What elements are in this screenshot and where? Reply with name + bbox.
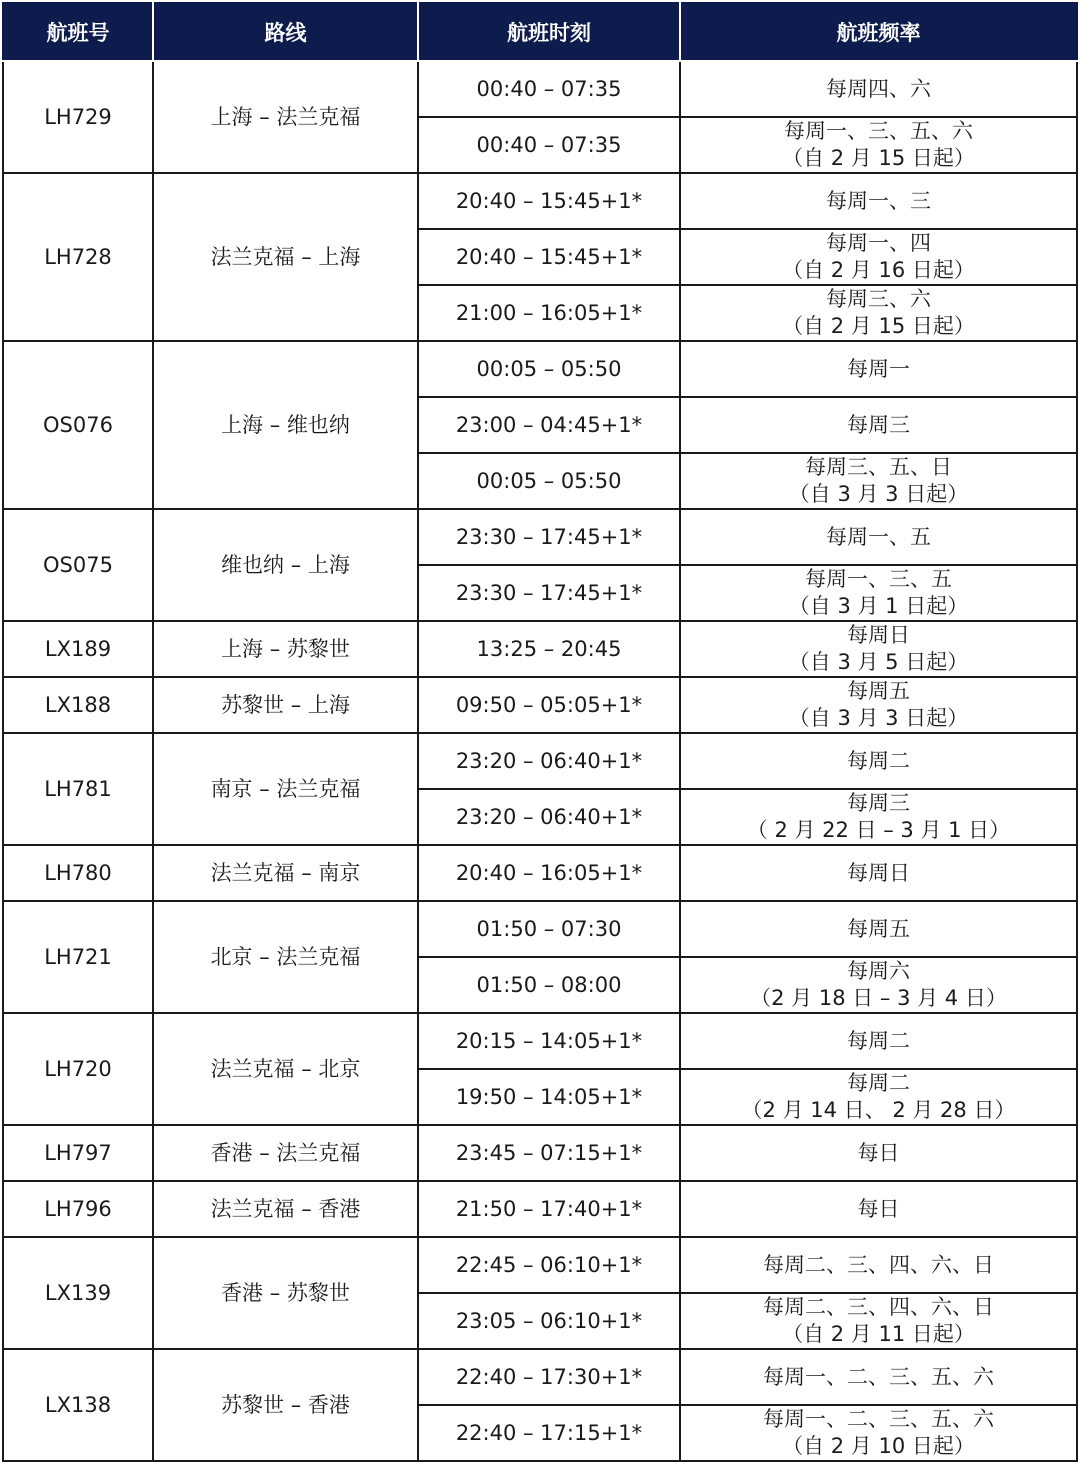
frequency-cell [680,621,1077,677]
flight-time-cell: 20:40 – 15:45+1* [418,229,680,285]
frequency-days: 每周日 [847,860,910,885]
flight-time-cell: 01:50 – 08:00 [418,957,680,1013]
frequency-note: （自 2 月 16 日起） [782,258,975,282]
frequency-cell [680,1405,1077,1461]
flight-time-cell: 23:20 – 06:40+1* [418,789,680,845]
frequency-cell [680,565,1077,621]
route-cell: 苏黎世 – 香港 [153,1349,418,1461]
frequency-cell [680,1013,1077,1069]
frequency-cell [680,117,1077,173]
table-row [3,1181,1077,1237]
frequency-days: 每周二 [847,1071,910,1095]
frequency-note: （自 3 月 3 日起） [788,706,969,730]
table-row [3,1349,1077,1405]
frequency-note: （自 2 月 10 日起） [782,1434,975,1458]
frequency-cell [680,789,1077,845]
flight-number-cell: LH780 [3,845,153,901]
frequency-days: 每日 [857,1196,900,1221]
frequency-days: 每周一、二、三、五、六 [763,1364,994,1389]
frequency-cell [680,845,1077,901]
table-row [3,509,1077,565]
table-row [3,677,1077,733]
flight-time-cell: 09:50 – 05:05+1* [418,677,680,733]
table-row [3,61,1077,117]
frequency-days: 每周五 [847,679,910,703]
flight-time-cell: 20:40 – 16:05+1* [418,845,680,901]
frequency-days: 每周一、四 [826,231,931,255]
flight-number-cell: LH796 [3,1181,153,1237]
frequency-note: （2 月 14 日、 2 月 28 日） [741,1098,1016,1122]
frequency-cell [680,1069,1077,1125]
flight-number-cell: LX139 [3,1237,153,1349]
frequency-days: 每周二、三、四、六、日 [763,1295,994,1319]
route-cell: 香港 – 苏黎世 [153,1237,418,1349]
frequency-cell [680,397,1077,453]
frequency-cell [680,509,1077,565]
frequency-days: 每周二 [847,1028,910,1053]
table-row [3,173,1077,229]
route-cell: 上海 – 维也纳 [153,341,418,509]
table-row [3,341,1077,397]
frequency-cell [680,341,1077,397]
route-cell: 法兰克福 – 北京 [153,1013,418,1125]
flight-time-cell: 23:30 – 17:45+1* [418,565,680,621]
frequency-days: 每周一、三、五 [805,567,952,591]
table-row [3,1013,1077,1069]
frequency-days: 每周二、三、四、六、日 [763,1252,994,1277]
frequency-cell [680,957,1077,1013]
frequency-days: 每周一、二、三、五、六 [763,1407,994,1431]
frequency-cell [680,229,1077,285]
frequency-cell [680,901,1077,957]
frequency-cell [680,677,1077,733]
frequency-days: 每周五 [847,916,910,941]
flight-time-cell: 00:05 – 05:50 [418,453,680,509]
frequency-days: 每周三、五、日 [805,455,952,479]
frequency-days: 每周三 [847,791,910,815]
flight-time-cell: 00:05 – 05:50 [418,341,680,397]
frequency-cell [680,61,1077,117]
flight-time-cell: 21:00 – 16:05+1* [418,285,680,341]
flight-time-cell: 00:40 – 07:35 [418,117,680,173]
table-row [3,733,1077,789]
flight-time-cell: 21:50 – 17:40+1* [418,1181,680,1237]
route-cell: 南京 – 法兰克福 [153,733,418,845]
flight-time-cell: 23:45 – 07:15+1* [418,1125,680,1181]
route-cell: 苏黎世 – 上海 [153,677,418,733]
frequency-days: 每周四、六 [826,76,931,101]
flight-time-cell: 23:05 – 06:10+1* [418,1293,680,1349]
flight-time-cell: 22:40 – 17:30+1* [418,1349,680,1405]
frequency-cell [680,1237,1077,1293]
frequency-days: 每周三、六 [826,287,931,311]
header-frequency: 航班频率 [680,3,1077,61]
frequency-days: 每日 [857,1140,900,1165]
header-flight-number: 航班号 [3,3,153,61]
flight-time-cell: 00:40 – 07:35 [418,61,680,117]
frequency-cell [680,1293,1077,1349]
route-cell: 香港 – 法兰克福 [153,1125,418,1181]
frequency-note: （ 2 月 22 日 – 3 月 1 日） [746,818,1011,842]
frequency-cell [680,285,1077,341]
frequency-cell [680,453,1077,509]
table-row [3,845,1077,901]
header-flight-time: 航班时刻 [418,3,680,61]
frequency-days: 每周三 [847,412,910,437]
flight-number-cell: LX138 [3,1349,153,1461]
flight-number-cell: LH728 [3,173,153,341]
table-row [3,1237,1077,1293]
route-cell: 北京 – 法兰克福 [153,901,418,1013]
frequency-days: 每周六 [847,959,910,983]
frequency-cell [680,1181,1077,1237]
flight-schedule-table [2,2,1078,1462]
frequency-note: （自 3 月 3 日起） [788,482,969,506]
flight-number-cell: LH729 [3,61,153,173]
route-cell: 上海 – 苏黎世 [153,621,418,677]
flight-time-cell: 23:20 – 06:40+1* [418,733,680,789]
flight-time-cell: 23:30 – 17:45+1* [418,509,680,565]
flight-number-cell: LX189 [3,621,153,677]
frequency-cell [680,733,1077,789]
flight-time-cell: 20:40 – 15:45+1* [418,173,680,229]
flight-time-cell: 23:00 – 04:45+1* [418,397,680,453]
frequency-note: （自 2 月 15 日起） [782,146,975,170]
flight-number-cell: LH720 [3,1013,153,1125]
route-cell: 维也纳 – 上海 [153,509,418,621]
flight-time-cell: 13:25 – 20:45 [418,621,680,677]
flight-number-cell: LH721 [3,901,153,1013]
route-cell: 法兰克福 – 上海 [153,173,418,341]
table-row [3,1125,1077,1181]
frequency-note: （自 2 月 15 日起） [782,314,975,338]
frequency-days: 每周一 [847,356,910,381]
flight-time-cell: 20:15 – 14:05+1* [418,1013,680,1069]
schedule-body [3,61,1077,1461]
frequency-note: （自 2 月 11 日起） [782,1322,975,1346]
frequency-days: 每周二 [847,748,910,773]
frequency-days: 每周一、五 [826,524,931,549]
header-route: 路线 [153,3,418,61]
frequency-days: 每周一、三、五、六 [784,119,973,143]
frequency-note: （自 3 月 1 日起） [788,594,969,618]
table-row [3,621,1077,677]
frequency-cell [680,1125,1077,1181]
flight-number-cell: LH781 [3,733,153,845]
route-cell: 上海 – 法兰克福 [153,61,418,173]
frequency-note: （2 月 18 日 – 3 月 4 日） [750,986,1007,1010]
flight-number-cell: LX188 [3,677,153,733]
route-cell: 法兰克福 – 香港 [153,1181,418,1237]
flight-number-cell: OS075 [3,509,153,621]
flight-number-cell: LH797 [3,1125,153,1181]
frequency-days: 每周日 [847,623,910,647]
flight-time-cell: 22:45 – 06:10+1* [418,1237,680,1293]
frequency-cell [680,1349,1077,1405]
table-row [3,901,1077,957]
flight-time-cell: 22:40 – 17:15+1* [418,1405,680,1461]
route-cell: 法兰克福 – 南京 [153,845,418,901]
flight-time-cell: 19:50 – 14:05+1* [418,1069,680,1125]
frequency-note: （自 3 月 5 日起） [788,650,969,674]
flight-time-cell: 01:50 – 07:30 [418,901,680,957]
header-row [3,3,1077,61]
frequency-days: 每周一、三 [826,188,931,213]
frequency-cell [680,173,1077,229]
flight-number-cell: OS076 [3,341,153,509]
